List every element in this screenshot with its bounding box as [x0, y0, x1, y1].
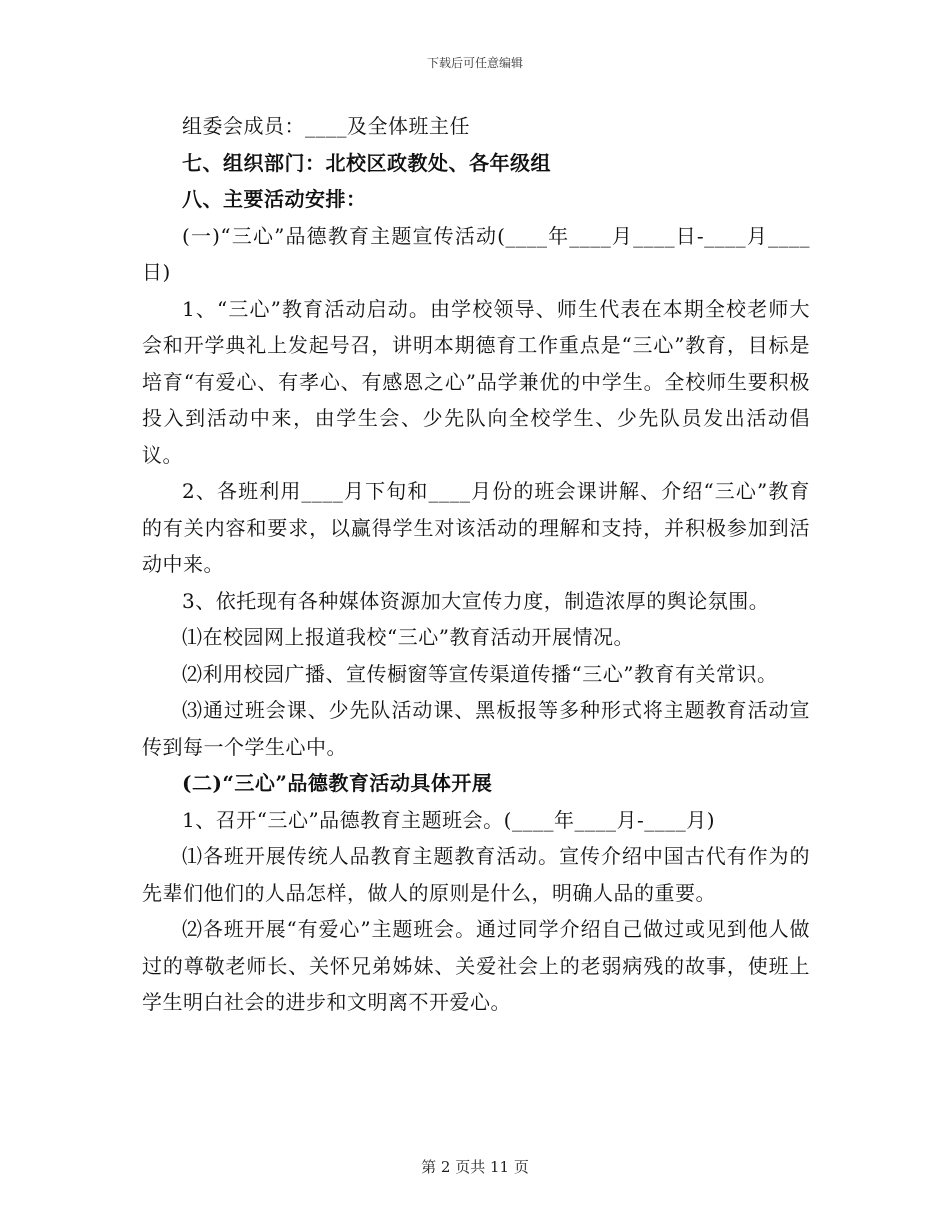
page-footer: 第 2 页共 11 页 [421, 1158, 529, 1176]
paragraph-subitem-3-forms: ⑶通过班会课、少先队活动课、黑板报等多种形式将主题教育活动宣传到每一个学生心中。 [142, 698, 810, 759]
heading-section-two: (二)“三心”品德教育活动具体开展 [182, 771, 493, 795]
paragraph-committee-members: 组委会成员：____及全体班主任 [182, 114, 470, 138]
document-body [142, 108, 810, 1021]
paragraph-section-one-title: (一)“三心”品德教育主题宣传活动(____年____月____日-____月____日) [142, 223, 810, 284]
paragraph-item-3-media: 3、依托现有各种媒体资源加大宣传力度，制造浓厚的舆论氛围。 [182, 588, 770, 613]
heading-organizing-department: 七、组织部门：北校区政教处、各年级组 [182, 150, 551, 175]
paragraph-love-class-meeting: ⑵各班开展“有爱心”主题班会。通过同学介绍自己做过或见到他人做过的尊敬老师长、关怀兄弟姊妹、关爱社会上的老弱病残的故事，使班上学生明白社会的进步和文明离不开爱心。 [142, 917, 810, 1014]
paragraph-subitem-1-website: ⑴在校园网上报道我校“三心”教育活动开展情况。 [182, 625, 634, 649]
paragraph-subitem-2-broadcast: ⑵利用校园广播、宣传橱窗等宣传渠道传播“三心”教育有关常识。 [182, 661, 778, 686]
paragraph-theme-class-meeting: 1、召开“三心”品德教育主题班会。(____年____月-____月) [182, 807, 716, 832]
paragraph-item-2-class-meetings: 2、各班利用____月下旬和____月份的班会课讲解、介绍“三心”教育的有关内容和要求，以赢得学生对该活动的理解和支持，并积极参加到活动中来。 [142, 479, 810, 576]
paragraph-character-education: ⑴各班开展传统人品教育主题教育活动。宣传介绍中国古代有作为的先辈们他们的人品怎样，做人的原则是什么，明确人品的重要。 [142, 844, 810, 905]
heading-main-activities: 八、主要活动安排： [182, 187, 367, 211]
page-header: 下载后可任意编辑 [426, 56, 523, 70]
paragraph-item-1-launch: 1、“三心”教育活动启动。由学校领导、师生代表在本期全校老师大会和开学典礼上发起号召，讲明本期德育工作重点是“三心”教育，目标是培育“有爱心、有孝心、有感恩之心”品学兼优的中学生。全校师生要积极投入到活动中来，由学生会、少先队向全校学生、少先队员发出活动倡议。 [142, 296, 810, 467]
